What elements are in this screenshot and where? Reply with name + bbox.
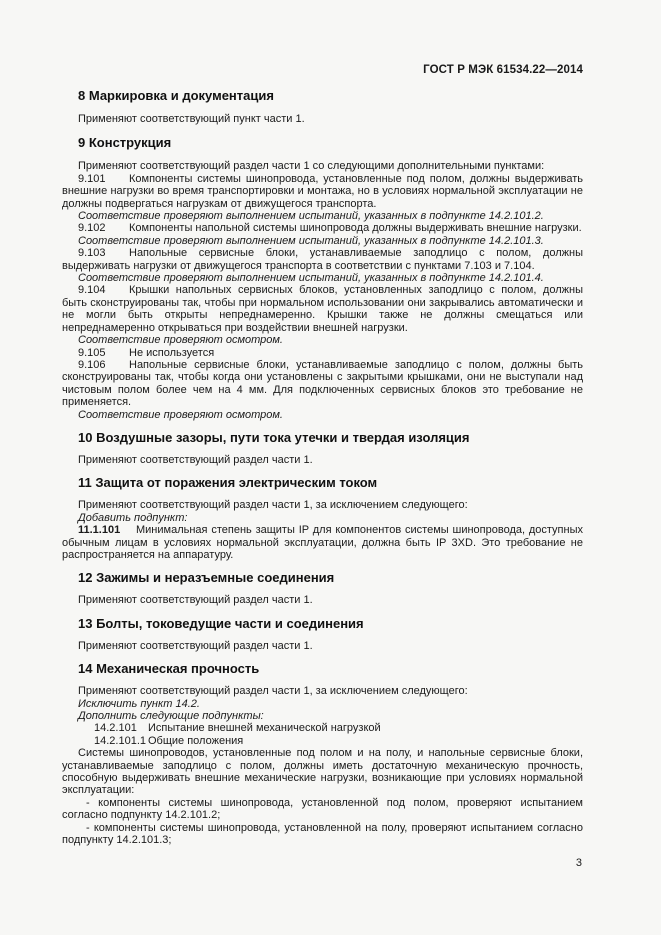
section-9-heading: 9 Конструкция — [78, 135, 172, 151]
document-code: ГОСТ Р МЭК 61534.22—2014 — [423, 64, 583, 76]
section-12-text: Применяют соответствующий раздел части 1. — [78, 594, 313, 607]
section-11-add-note: Добавить подпункт: — [78, 511, 188, 524]
clause-text: Общие положения — [148, 734, 244, 747]
section-9-intro: Применяют соответствующий раздел части 1 со следующими дополнительными пунктами: — [78, 160, 545, 173]
clause-number: 14.2.101.1 — [94, 734, 146, 747]
clause-14-2-101 — [62, 722, 583, 734]
clause-9-104 — [62, 284, 583, 334]
compliance-9-104: Соответствие проверяют осмотром. — [78, 334, 283, 347]
section-12-heading: 12 Зажимы и неразъемные соединения — [78, 570, 335, 586]
page-number: 3 — [575, 857, 582, 869]
clause-number: 9.106 — [78, 358, 106, 371]
clause-text: Минимальная степень защиты IP для компонентов системы шинопровода, доступных обычным лицам в условиях нормальной эксплуатации, должна быть IP 3XD. Это требование не распространяется на аппаратуру. — [62, 524, 583, 561]
clause-text: Крышки напольных сервисных блоков, установленных заподлицо с полом, должны быть сконструированы так, чтобы при нормальном использовании они закрывались автоматически и не могли быть открыты непреднамеренно. Крышки также не должны смещаться или непреднамеренно открываться при воздействии внешней нагрузки. — [62, 284, 583, 334]
section-14-body: Системы шинопроводов, установленные под полом и на полу, и напольные сервисные блоки, устанавливаемые заподлицо с полом, должны иметь достаточную механическую прочность, способную выдерживать внешние механические нагрузки, возникающие при условиях нормальной эксплуатации: — [62, 747, 583, 797]
clause-9-101 — [62, 173, 583, 210]
section-11-heading: 11 Защита от поражения электрическим током — [78, 475, 378, 491]
section-14-text: Применяют соответствующий раздел части 1, за исключением следующего: — [78, 685, 468, 698]
page-content — [62, 86, 583, 846]
clause-11-1-101 — [62, 524, 583, 561]
section-14-exclude-note: Исключить пункт 14.2. — [78, 697, 200, 710]
section-13-heading: 13 Болты, токоведущие части и соединения — [78, 615, 364, 631]
clause-number: 9.104 — [78, 284, 106, 297]
section-8-text: Применяют соответствующий пункт части 1. — [78, 113, 305, 125]
clause-number: 14.2.101 — [94, 722, 137, 735]
clause-number: 9.103 — [78, 247, 106, 260]
clause-text: Компоненты системы шинопровода, установленные под полом, должны выдерживать внешние нагрузки во время транспортировки и монтажа, но в условиях нормальной эксплуатации не должны подвергаться нагрузкам от движущегося транспорта. — [62, 172, 583, 210]
clause-14-2-101-1 — [62, 735, 583, 747]
section-11-text: Применяют соответствующий раздел части 1, за исключением следующего: — [78, 499, 468, 512]
clause-text: Испытание внешней механической нагрузкой — [148, 722, 381, 735]
list-item: - компоненты системы шинопровода, установленной на полу, проверяют испытанием согласно подпункту 14.2.101.3; — [62, 821, 583, 847]
clause-number: 9.105 — [78, 346, 106, 359]
list-item: - компоненты системы шинопровода, установленной под полом, проверяют испытанием согласно подпункту 14.2.101.2; — [62, 796, 583, 822]
clause-number: 9.102 — [78, 222, 106, 235]
section-13-text: Применяют соответствующий раздел части 1. — [78, 639, 313, 652]
section-8-heading: 8 Маркировка и документация — [78, 88, 274, 103]
clause-9-106 — [62, 359, 583, 409]
compliance-9-101: Соответствие проверяют выполнением испытаний, указанных в подпункте 14.2.101.2. — [78, 210, 544, 223]
section-14-heading: 14 Механическая прочность — [78, 661, 260, 677]
section-10-text: Применяют соответствующий раздел части 1. — [78, 453, 313, 466]
clause-text: Не используется — [129, 346, 215, 359]
clause-9-102 — [62, 222, 583, 234]
clause-number: 9.101 — [78, 172, 106, 185]
clause-text: Напольные сервисные блоки, устанавливаемые заподлицо с полом, должны быть сконструированы так, чтобы когда они установлены с закрытыми крышками, они не выступали над чистовым полом более чем на 4 мм. Для подключенных сервисных блоков это требование не применяется. — [62, 358, 583, 409]
clause-number: 11.1.101 — [78, 524, 121, 537]
clause-text: Компоненты напольной системы шинопровода должны выдерживать внешние нагрузки. — [129, 222, 582, 235]
compliance-9-103: Соответствие проверяют выполнением испытаний, указанных в подпункте 14.2.101.4. — [78, 272, 544, 285]
clause-9-105 — [62, 347, 583, 359]
section-10-heading: 10 Воздушные зазоры, пути тока утечки и твердая изоляция — [78, 429, 470, 445]
clause-9-103 — [62, 247, 583, 272]
section-14-add-note: Дополнить следующие подпункты: — [78, 710, 264, 722]
compliance-9-102: Соответствие проверяют выполнением испытаний, указанных в подпункте 14.2.101.3. — [78, 234, 544, 247]
compliance-9-106: Соответствие проверяют осмотром. — [78, 408, 283, 421]
clause-text: Напольные сервисные блоки, устанавливаемые заподлицо с полом, должны выдерживать нагрузки от движущегося транспорта в соответствии с пунктами 7.103 и 7.104. — [62, 247, 583, 272]
